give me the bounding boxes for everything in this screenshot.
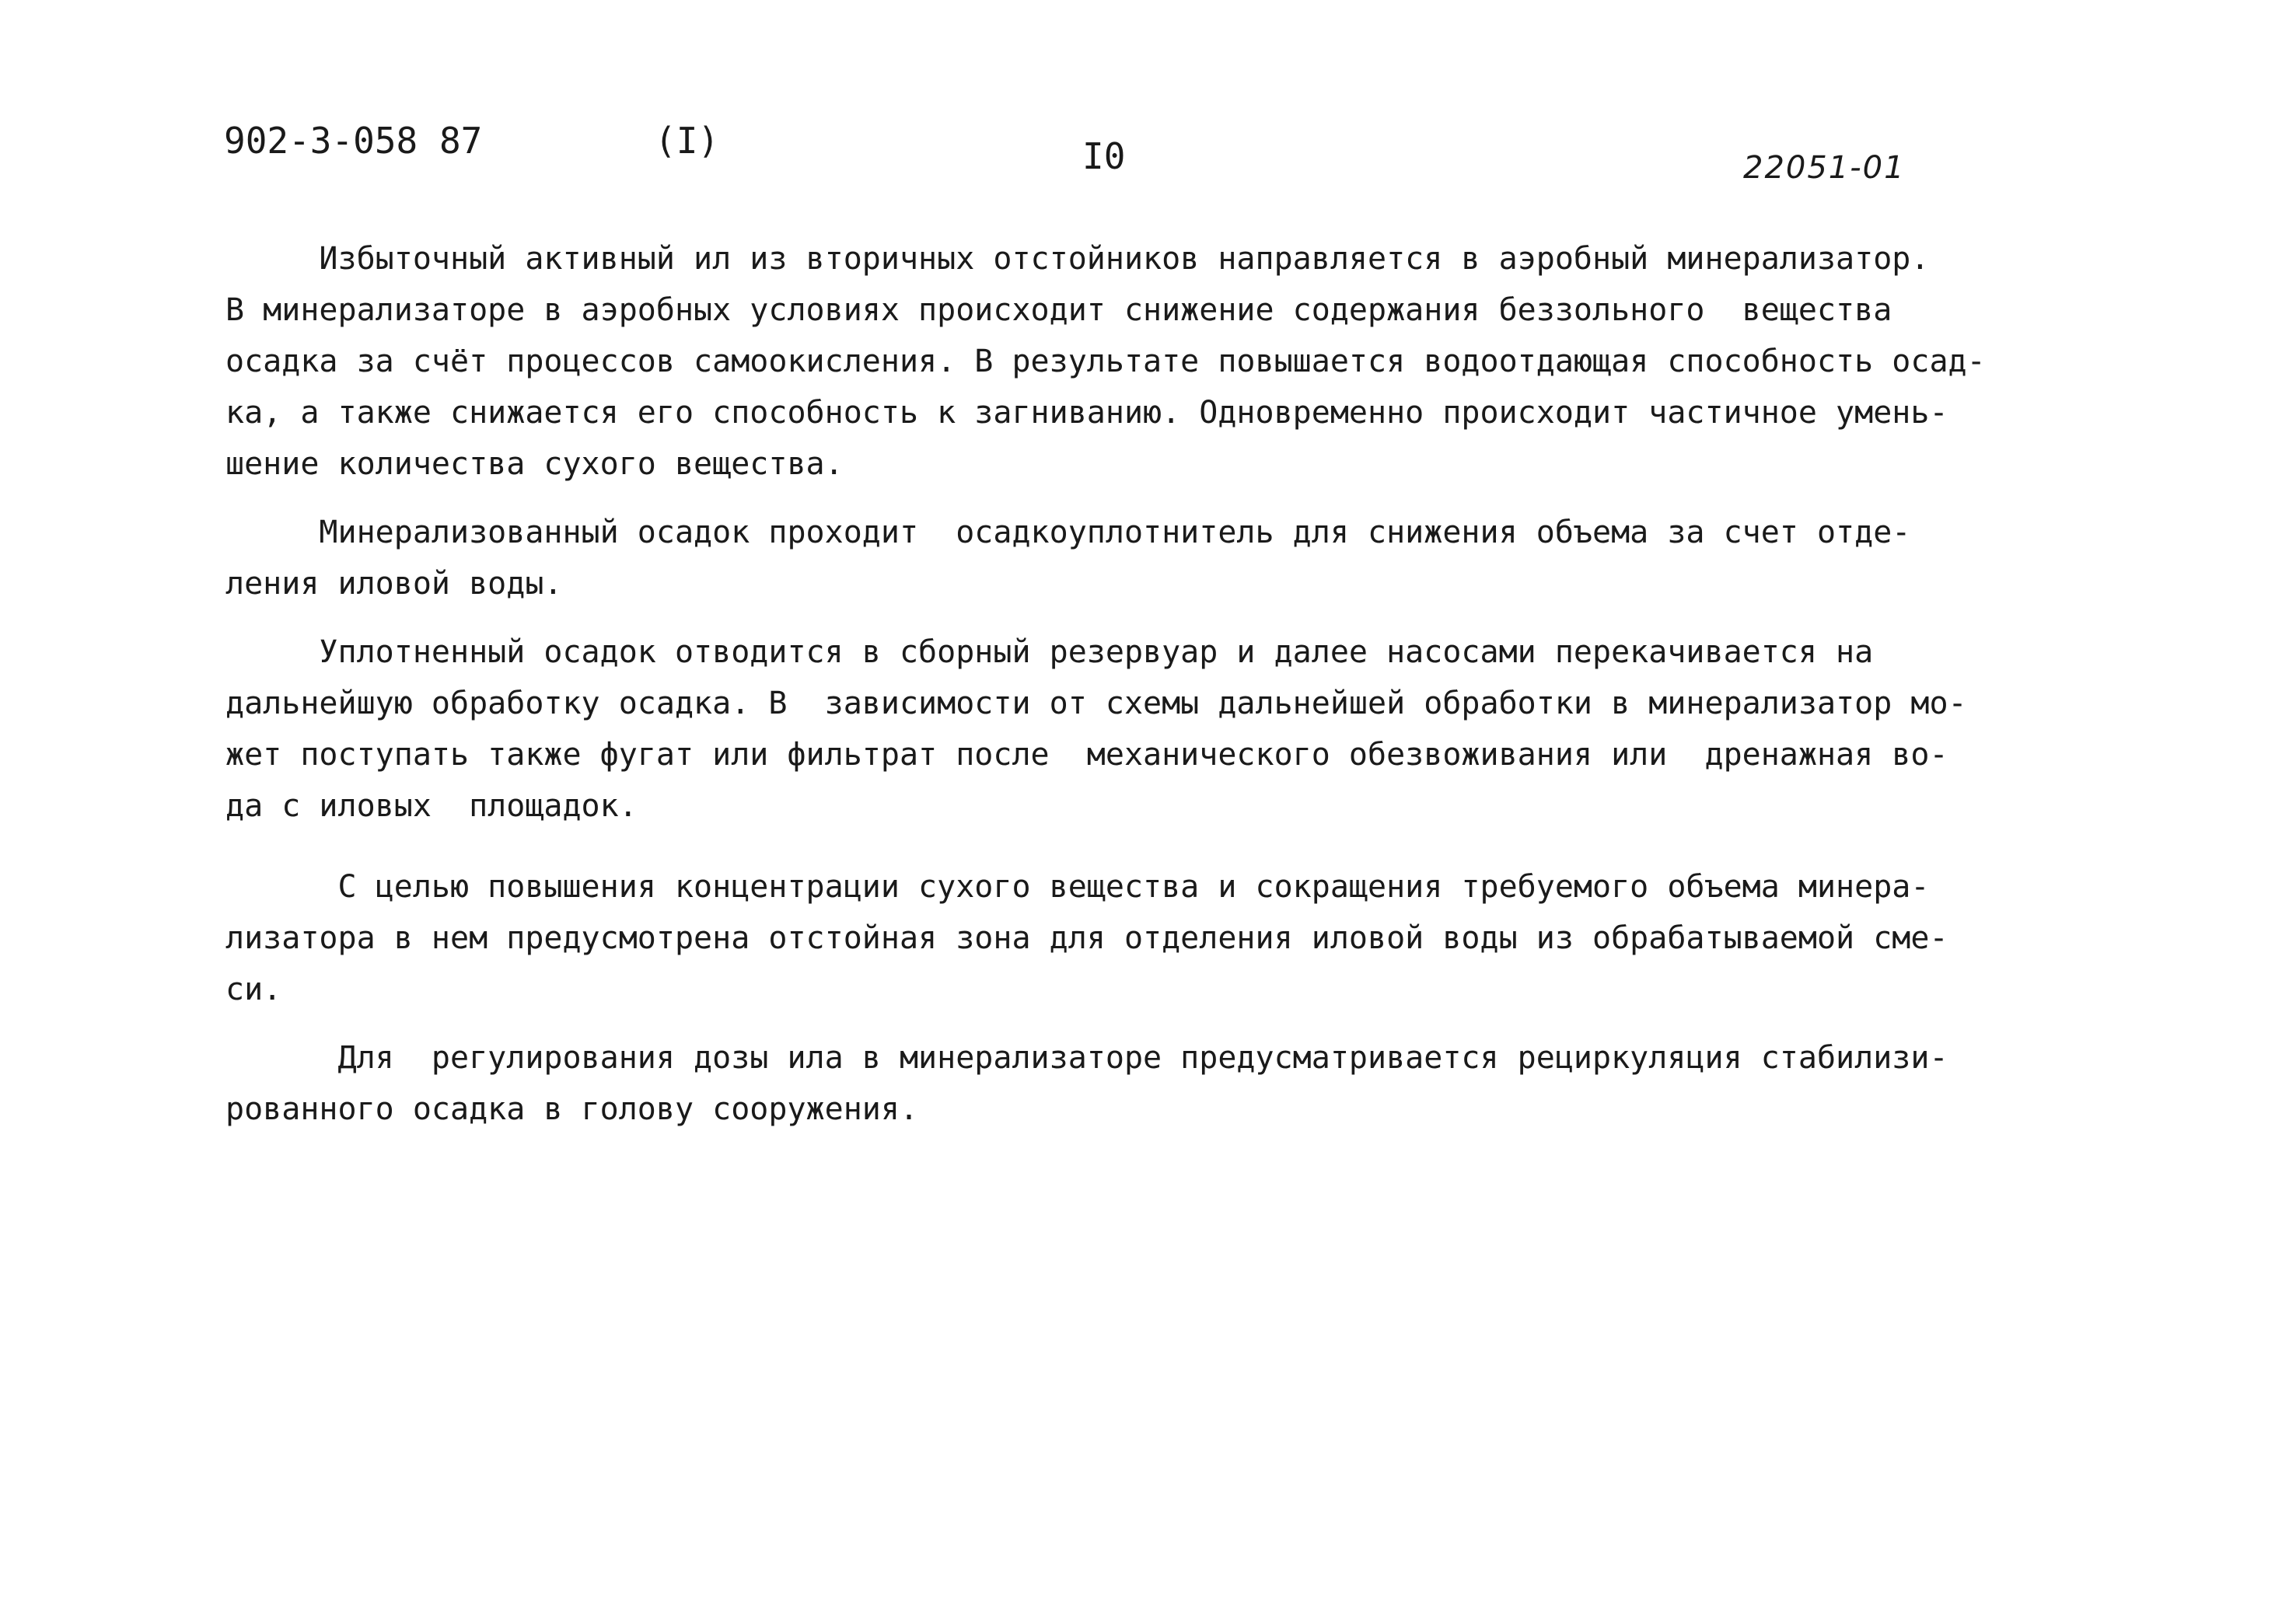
text-line: Минерализованный осадок проходит осадкоуплотнитель для снижения объема за счет отде- bbox=[225, 515, 1911, 550]
text-line: шение количества сухого вещества. bbox=[225, 446, 844, 482]
document-code: 902-3-058 87 bbox=[224, 120, 483, 162]
text-line: В минерализаторе в аэробных условиях происходит снижение содержания беззольного вещества bbox=[225, 292, 1892, 328]
text-line: ления иловой воды. bbox=[225, 566, 563, 602]
text-line: жет поступать также фугат или фильтрат после механического обезвоживания или дренажная во- bbox=[225, 737, 1948, 773]
paragraph-collection-tank bbox=[225, 627, 2154, 832]
page-number: I0 bbox=[1082, 135, 1126, 177]
paragraph-mineralizer-intro bbox=[225, 233, 2154, 490]
paragraph-spacer bbox=[225, 1015, 2154, 1032]
paragraph-settling-zone bbox=[225, 861, 2154, 1015]
body-text bbox=[225, 233, 2154, 1135]
text-line: Для регулирования дозы ила в минерализаторе предусматривается рециркуляция стабилизи- bbox=[225, 1040, 1948, 1076]
text-line: рованного осадка в голову сооружения. bbox=[225, 1091, 919, 1127]
paragraph-spacer bbox=[225, 609, 2154, 627]
paragraph-spacer bbox=[225, 490, 2154, 507]
text-line: осадка за счёт процессов самоокисления. В результате повышается водоотдающая способность осад- bbox=[225, 344, 1986, 379]
text-line: ка, а также снижается его способность к загниванию. Одновременно происходит частичное умень- bbox=[225, 395, 1948, 431]
paragraph-recirculation bbox=[225, 1032, 2154, 1135]
text-line: лизатора в нем предусмотрена отстойная зона для отделения иловой воды из обрабатываемой сме- bbox=[225, 920, 1948, 956]
paragraph-thickener bbox=[225, 507, 2154, 609]
sheet-mark: (I) bbox=[655, 120, 720, 162]
text-line: Избыточный активный ил из вторичных отстойников направляется в аэробный минерализатор. bbox=[225, 241, 1930, 277]
text-line: си. bbox=[225, 972, 282, 1007]
text-line: С целью повышения концентрации сухого вещества и сокращения требуемого объема минера- bbox=[225, 869, 1930, 905]
paragraph-spacer bbox=[225, 832, 2154, 861]
text-line: Уплотненный осадок отводится в сборный резервуар и далее насосами перекачивается на bbox=[225, 634, 1874, 670]
text-line: дальнейшую обработку осадка. В зависимости от схемы дальнейшей обработки в минерализатор мо- bbox=[225, 686, 1967, 721]
text-line: да с иловых площадок. bbox=[225, 788, 638, 824]
inventory-number: 22051-01 bbox=[1743, 150, 1906, 186]
